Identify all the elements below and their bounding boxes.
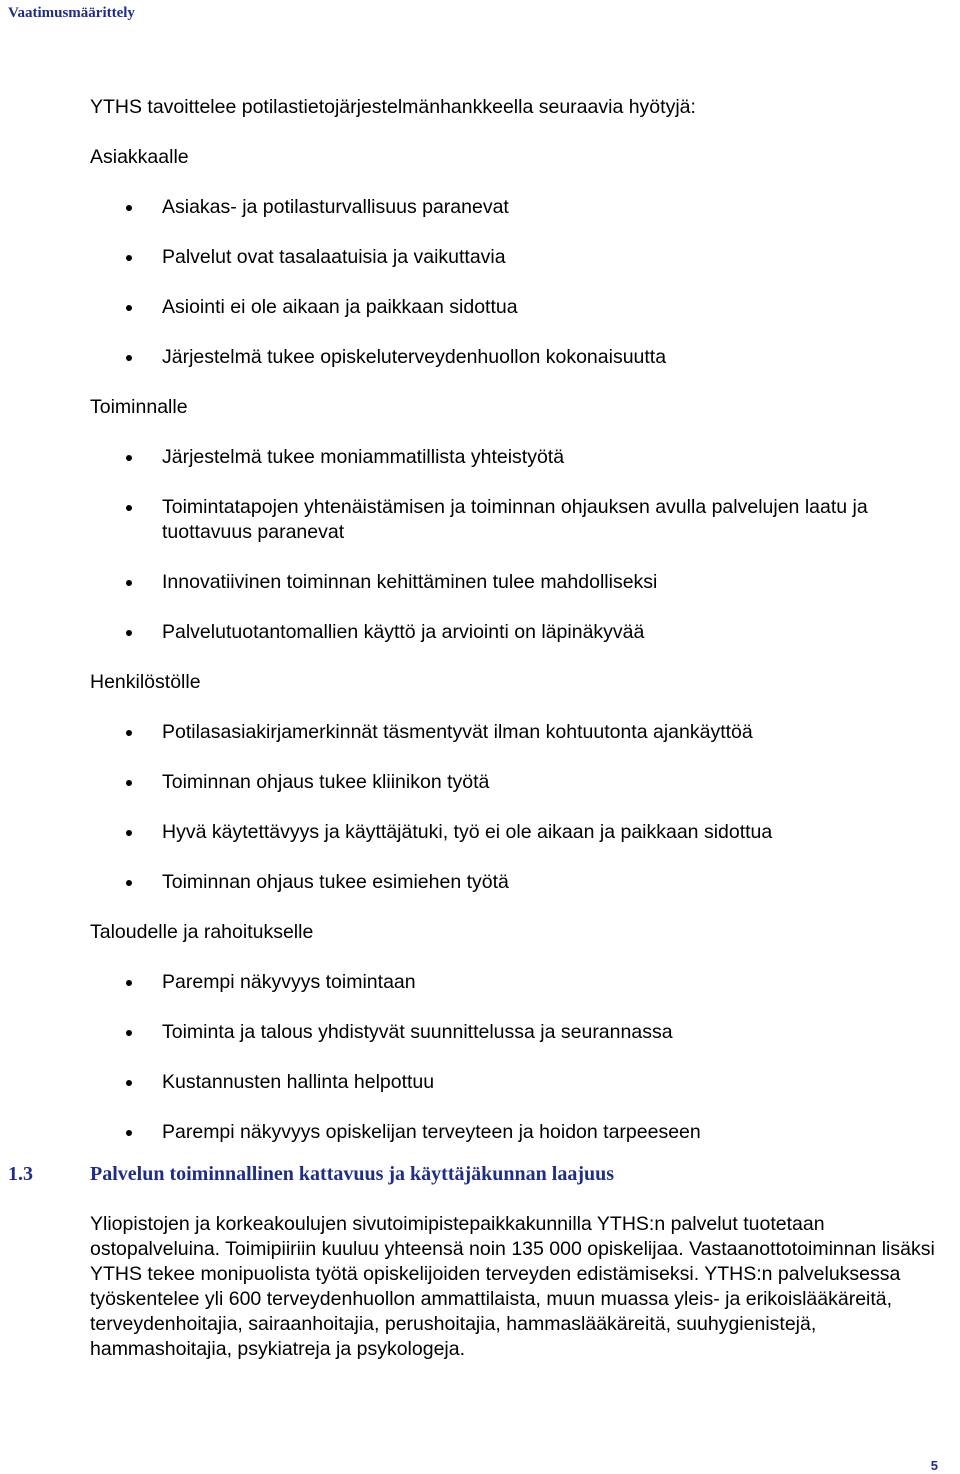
group-taloudelle bbox=[90, 920, 952, 1145]
list-item bbox=[90, 195, 952, 220]
bullet-list bbox=[90, 970, 952, 1145]
bullet-icon bbox=[126, 1080, 132, 1086]
list-item bbox=[90, 970, 952, 995]
section-body-paragraph: Yliopistojen ja korkeakoulujen sivutoimipistepaikkakunnilla YTHS:n palvelut tuotetaan ostopalveluina. Toimipiiriin kuuluu yhteensä noin 135 000 opiskelijaa. Vastaanottotoiminnan lisäksi YTHS tekee monipuolista työtä opiskelijoiden terveyden edistämiseksi. YTHS:n palveluksessa työskentelee yli 600 terveydenhuollon ammattilaista, muun muassa yleis- ja erikoislääkäreitä, terveydenhoitajia, sairaanhoitajia, perushoitajia, hammaslääkäreitä, suuhygienistejä, hammashoitajia, psykiatreja ja psykologeja. bbox=[90, 1213, 935, 1360]
section-number: 1.3 bbox=[8, 1163, 33, 1185]
list-item-text: Innovatiivinen toiminnan kehittäminen tulee mahdolliseksi bbox=[162, 571, 658, 593]
group-title: Taloudelle ja rahoitukselle bbox=[90, 921, 314, 943]
bullet-icon bbox=[126, 780, 132, 786]
list-item-text: Toiminnan ohjaus tukee kliinikon työtä bbox=[162, 771, 490, 793]
list-item bbox=[90, 1120, 952, 1145]
bullet-icon bbox=[126, 880, 132, 886]
section-title: Palvelun toiminnallinen kattavuus ja käyttäjäkunnan laajuus bbox=[90, 1163, 615, 1185]
list-item-text: Toimintatapojen yhtenäistämisen ja toiminnan ohjauksen avulla palvelujen laatu ja tuottavuus paranevat bbox=[162, 496, 868, 543]
page-number: 5 bbox=[930, 1458, 938, 1473]
list-item-text: Parempi näkyvyys opiskelijan terveyteen ja hoidon tarpeeseen bbox=[162, 1121, 701, 1143]
list-item bbox=[90, 295, 952, 320]
list-item-text: Toiminta ja talous yhdistyvät suunnittelussa ja seurannassa bbox=[162, 1021, 673, 1043]
bullet-icon bbox=[126, 305, 132, 311]
bullet-icon bbox=[126, 355, 132, 361]
bullet-icon bbox=[126, 205, 132, 211]
group-asiakkaalle bbox=[90, 145, 952, 370]
list-item bbox=[90, 245, 952, 270]
bullet-icon bbox=[126, 255, 132, 261]
bullet-icon bbox=[126, 505, 132, 511]
bullet-icon bbox=[126, 630, 132, 636]
list-item-text: Palvelutuotantomallien käyttö ja arviointi on läpinäkyvää bbox=[162, 621, 645, 643]
bullet-icon bbox=[126, 580, 132, 586]
bullet-icon bbox=[126, 1030, 132, 1036]
group-title: Henkilöstölle bbox=[90, 671, 201, 693]
running-header: Vaatimusmäärittely bbox=[8, 5, 135, 21]
list-item-text: Parempi näkyvyys toimintaan bbox=[162, 971, 416, 993]
bullet-list bbox=[90, 195, 952, 370]
list-item bbox=[90, 570, 952, 595]
list-item bbox=[90, 1070, 952, 1095]
list-item bbox=[90, 445, 952, 470]
list-item bbox=[90, 1020, 952, 1045]
list-item-text: Potilasasiakirjamerkinnät täsmentyvät ilman kohtuutonta ajankäyttöä bbox=[162, 721, 753, 743]
list-item bbox=[90, 820, 952, 845]
list-item-text: Asiointi ei ole aikaan ja paikkaan sidottua bbox=[162, 296, 518, 318]
list-item-text: Asiakas- ja potilasturvallisuus paranevat bbox=[162, 196, 509, 218]
bullet-list bbox=[90, 445, 952, 645]
bullet-icon bbox=[126, 980, 132, 986]
list-item-text: Kustannusten hallinta helpottuu bbox=[162, 1071, 435, 1093]
list-item bbox=[90, 345, 952, 370]
group-toiminnalle bbox=[90, 395, 952, 645]
intro-paragraph: YTHS tavoittelee potilastietojärjestelmänhankkeella seuraavia hyötyjä: bbox=[90, 96, 696, 118]
list-item-text: Palvelut ovat tasalaatuisia ja vaikuttavia bbox=[162, 246, 506, 268]
section-heading bbox=[8, 1163, 948, 1186]
list-item bbox=[90, 720, 952, 745]
bullet-icon bbox=[126, 1130, 132, 1136]
list-item-text: Järjestelmä tukee moniammatillista yhteistyötä bbox=[162, 446, 565, 468]
bullet-icon bbox=[126, 830, 132, 836]
bullet-icon bbox=[126, 730, 132, 736]
benefits-content bbox=[90, 95, 952, 1170]
bullet-icon bbox=[126, 455, 132, 461]
group-henkilostolle bbox=[90, 670, 952, 895]
list-item-text: Toiminnan ohjaus tukee esimiehen työtä bbox=[162, 871, 509, 893]
list-item bbox=[90, 495, 952, 545]
list-item bbox=[90, 620, 952, 645]
bullet-list bbox=[90, 720, 952, 895]
list-item-text: Hyvä käytettävyys ja käyttäjätuki, työ ei ole aikaan ja paikkaan sidottua bbox=[162, 821, 773, 843]
group-title: Toiminnalle bbox=[90, 396, 188, 418]
group-title: Asiakkaalle bbox=[90, 146, 189, 168]
list-item bbox=[90, 770, 952, 795]
list-item bbox=[90, 870, 952, 895]
list-item-text: Järjestelmä tukee opiskeluterveydenhuollon kokonaisuutta bbox=[162, 346, 667, 368]
